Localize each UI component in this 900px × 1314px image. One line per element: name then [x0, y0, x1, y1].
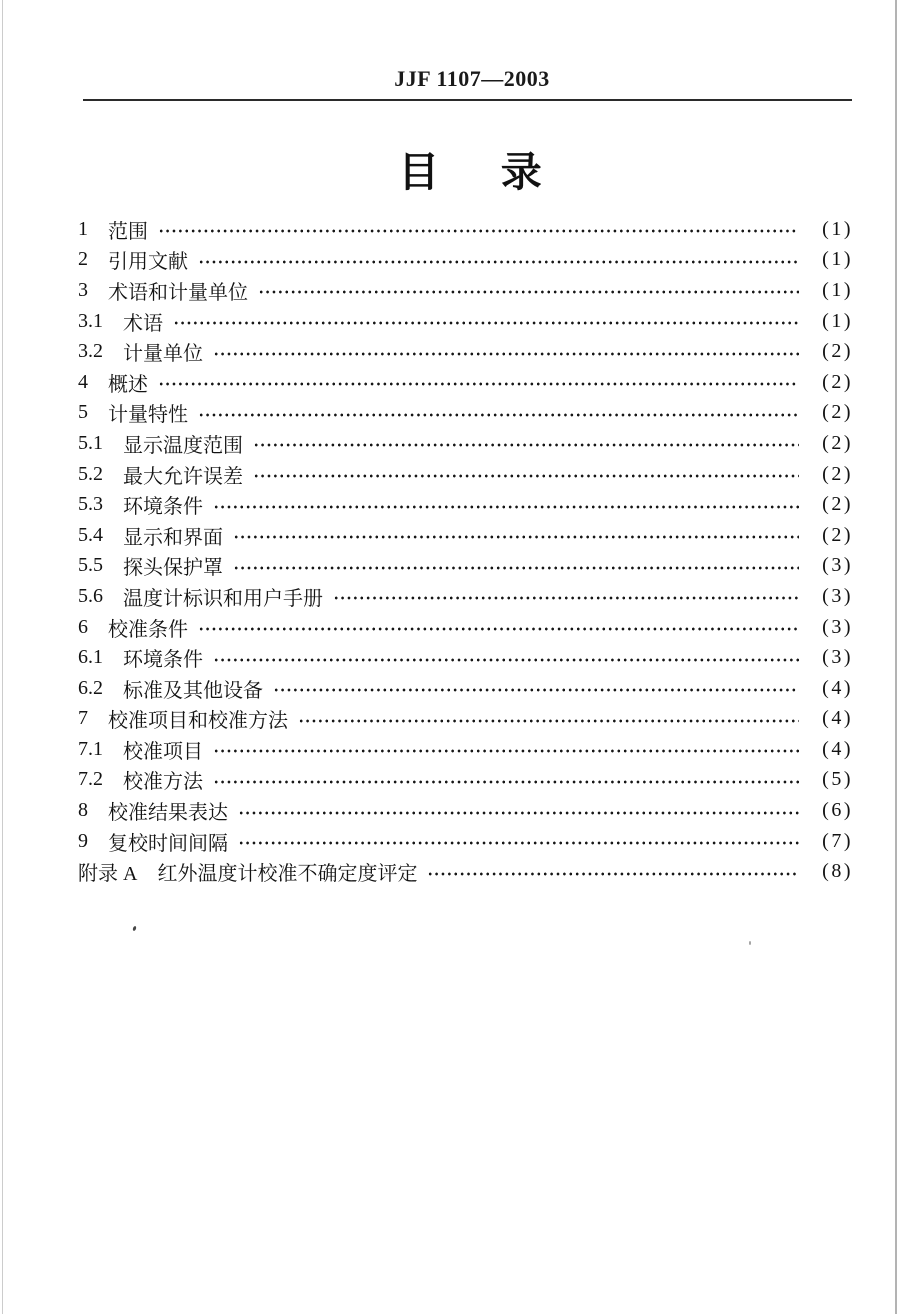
toc-entry-number: 3 [78, 278, 88, 301]
toc-entry-label: 引用文献 [108, 251, 188, 274]
dot-leader [258, 288, 799, 296]
toc-entry [78, 459, 853, 490]
toc-entry-page: (2) [822, 370, 853, 393]
toc-entry [78, 367, 853, 398]
dot-leader [198, 625, 799, 633]
toc-entry-page: (4) [822, 676, 853, 699]
toc-entry-number: 8 [78, 799, 88, 822]
toc-entry-label: 范围 [108, 220, 148, 243]
toc-entry-number: 7 [78, 707, 88, 730]
toc-entry-number: 4 [78, 370, 88, 393]
toc-entry [78, 734, 853, 765]
page-title: 目 录 [398, 149, 542, 195]
toc-entry-number: 5.6 [78, 584, 103, 607]
toc-entry-number: 附录 A [78, 863, 138, 886]
toc-entry-label: 术语和计量单位 [108, 281, 248, 304]
toc-entry-number: 5.2 [78, 462, 103, 485]
toc-entry-page: (2) [822, 493, 853, 516]
toc-entry-page: (5) [822, 768, 853, 791]
scan-speck [749, 941, 751, 945]
toc-entry [78, 795, 853, 826]
toc-entry-label: 校准方法 [123, 771, 203, 794]
dot-leader [213, 656, 799, 664]
toc-entry-page: (3) [822, 615, 853, 638]
dot-leader [158, 380, 799, 388]
toc-entry-page: (2) [822, 431, 853, 454]
toc-entry [78, 642, 853, 673]
toc-entry-number: 5.3 [78, 493, 103, 516]
toc-entry-number: 2 [78, 248, 88, 271]
toc-entry-label: 校准条件 [108, 618, 188, 641]
toc-entry-page: (2) [822, 462, 853, 485]
header-rule [83, 99, 852, 101]
toc-entry-label: 环境条件 [123, 649, 203, 672]
toc-entry-number: 5.1 [78, 431, 103, 454]
toc-entry [78, 489, 853, 520]
toc-entry-label: 校准项目和校准方法 [108, 710, 288, 733]
toc-entry [78, 306, 853, 337]
toc-entry-page: (1) [822, 248, 853, 271]
toc-entry-number: 5 [78, 401, 88, 424]
toc-entry-number: 5.4 [78, 523, 103, 546]
toc-entry-page: (2) [822, 401, 853, 424]
toc-entry [78, 520, 853, 551]
toc-entry-label: 术语 [123, 312, 163, 335]
toc-entry-page: (1) [822, 309, 853, 332]
toc-entry-label: 标准及其他设备 [123, 679, 263, 702]
toc-entry-label: 概述 [108, 373, 148, 396]
toc-entry-label: 显示和界面 [123, 526, 223, 549]
toc-entry-page: (2) [822, 523, 853, 546]
dot-leader [213, 503, 799, 511]
toc-entry-number: 6 [78, 615, 88, 638]
dot-leader [427, 870, 799, 878]
toc-entry [78, 336, 853, 367]
toc-entry-label: 红外温度计校准不确定度评定 [157, 863, 418, 886]
toc-entry-number: 3.1 [78, 309, 103, 332]
dot-leader [233, 533, 799, 541]
toc-entry [78, 704, 853, 735]
toc-entry-page: (3) [822, 646, 853, 669]
toc-entry-page: (3) [822, 584, 853, 607]
toc-entry [78, 826, 853, 857]
dot-leader [213, 350, 799, 358]
toc-entry-label: 校准项目 [123, 740, 203, 763]
toc-entry-number: 6.2 [78, 676, 103, 699]
dot-leader [198, 258, 799, 266]
toc-entry-label: 最大允许误差 [123, 465, 243, 488]
dot-leader [213, 778, 799, 786]
toc-entry-page: (4) [822, 707, 853, 730]
toc-entry-page: (7) [822, 829, 853, 852]
toc-entry-page: (3) [822, 554, 853, 577]
toc-entry [78, 275, 853, 306]
toc-entry [78, 673, 853, 704]
dot-leader [253, 441, 799, 449]
toc-entry-page: (1) [822, 278, 853, 301]
toc-entry [78, 428, 853, 459]
dot-leader [253, 472, 799, 480]
toc-entry-number: 5.5 [78, 554, 103, 577]
toc-entry [78, 551, 853, 582]
toc-entry-page: (6) [822, 799, 853, 822]
dot-leader [238, 839, 799, 847]
toc-entry-label: 计量特性 [108, 404, 188, 427]
toc-entry [78, 856, 853, 887]
dot-leader [173, 319, 799, 327]
scan-speck [132, 926, 137, 932]
toc-entry-label: 复校时间间隔 [108, 832, 228, 855]
dot-leader [198, 411, 799, 419]
toc-entry [78, 398, 853, 429]
toc-entry-label: 环境条件 [123, 496, 203, 519]
toc-entry-number: 1 [78, 217, 88, 240]
standard-number-header: JJF 1107—2003 [394, 66, 550, 91]
dot-leader [333, 594, 799, 602]
dot-leader [233, 564, 799, 572]
dot-leader [238, 809, 799, 817]
dot-leader [273, 686, 799, 694]
toc-entry-number: 7.1 [78, 737, 103, 760]
toc-entry-number: 7.2 [78, 768, 103, 791]
dot-leader [158, 227, 799, 235]
toc-entry-page: (1) [822, 217, 853, 240]
toc-entry-page: (4) [822, 737, 853, 760]
toc-entry [78, 581, 853, 612]
toc-entry-label: 计量单位 [123, 343, 203, 366]
toc-entry [78, 214, 853, 245]
toc-entry [78, 612, 853, 643]
toc-entry-label: 显示温度范围 [123, 434, 243, 457]
toc-entry [78, 245, 853, 276]
toc-entry-number: 3.2 [78, 340, 103, 363]
dot-leader [298, 717, 799, 725]
toc-entry-label: 校准结果表达 [108, 802, 228, 825]
toc-list [78, 214, 853, 887]
toc-entry-number: 6.1 [78, 646, 103, 669]
dot-leader [213, 747, 799, 755]
toc-entry-label: 探头保护罩 [123, 557, 223, 580]
toc-entry [78, 765, 853, 796]
toc-entry-number: 9 [78, 829, 88, 852]
toc-entry-page: (2) [822, 340, 853, 363]
toc-entry-page: (8) [822, 860, 853, 883]
toc-entry-label: 温度计标识和用户手册 [123, 587, 323, 610]
